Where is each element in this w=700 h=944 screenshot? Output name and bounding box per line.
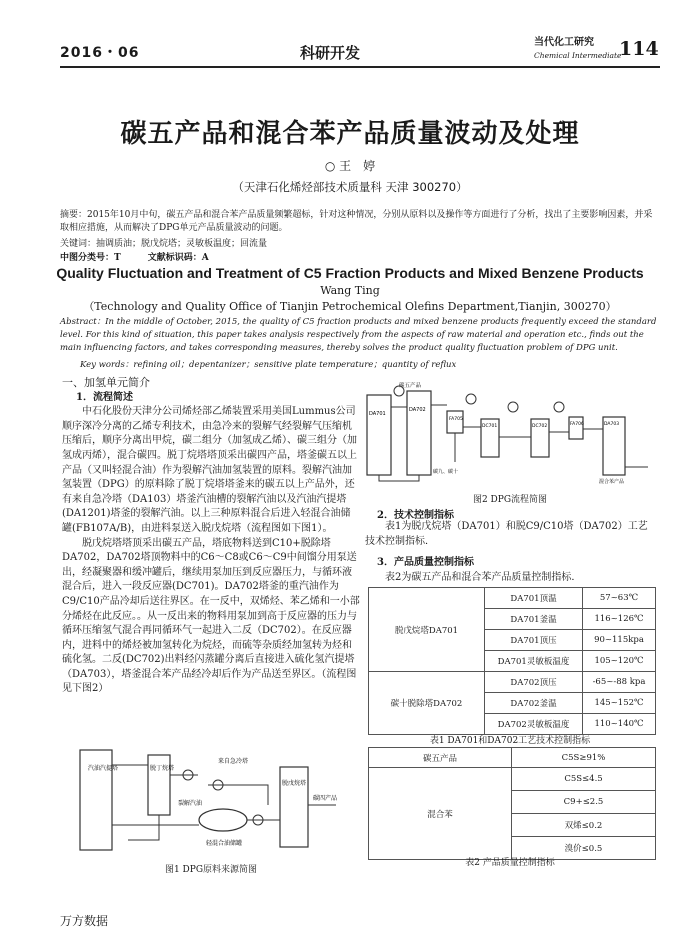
table-cell: C5S≥91%: [512, 748, 656, 768]
figure-1-diagram: [68, 745, 348, 860]
table-cell: DA701釜温: [485, 609, 583, 630]
table-cell: 57~63℃: [583, 588, 656, 609]
article-title: 碳五产品和混合苯产品质量波动及处理: [120, 119, 580, 149]
fig2-bottom-mid: 碳九、碳十: [433, 469, 459, 475]
table-cell: 脱戊烷塔DA701: [369, 588, 485, 672]
left-column: [62, 376, 360, 697]
fig2-da701: [367, 395, 391, 475]
abstract-en: Abstract：In the middle of October, 2015, the quality of C5 fraction products and mixed benzene products frequently exceed the standard level. For this kind of situation, this paper takes analysis respectively from the aspects of raw material and operation etc., finds out the main influencing factors, and takes corresponding measures, thereby solves the product quality fluctuation problem of DPG unit.: [60, 317, 657, 353]
fig2-fa705: [447, 411, 463, 433]
fig1-lbl1: 来自急冷塔: [218, 758, 249, 765]
fig2-da702: [407, 391, 431, 475]
fig2-t4: DC702: [532, 424, 548, 429]
figure-2-diagram: [363, 377, 653, 485]
table-cell: 混合苯: [369, 768, 512, 860]
table-cell: DA701顶温: [485, 588, 583, 609]
fig1-lbl2: 裂解汽油: [178, 800, 203, 807]
author-en: Wang Ting: [320, 284, 380, 297]
paragraph-1: 中石化股份天津分公司烯烃部乙烯装置采用美国Lummus公司顺序深冷分离的乙烯专利技术，由急冷来的裂解气经裂解气压缩机压缩后，顺序分离出甲烷，碳二组分（加氢成乙烯）、碳三组分（加氢成丙烯），混合碳四。脱丁烷塔塔顶采出碳四产品，塔釜碳五以上产品（又叫轻混合油）作为裂解汽油加氢装置的原料。裂解汽油加氢装置（DPG）的原料除了脱丁烷塔塔釜来的碳五以上产品外，还有来自急冷塔（DA103）塔釜汽油槽的裂解汽油以及汽油汽提塔(DA1201)塔釜的裂解汽油。以上三种原料混合后进入轻混合油储罐(FB107A/B)，由进料泵送入脱戊烷塔（流程图如下图1）。: [62, 406, 357, 534]
paragraph-4: 表2为碳五产品和混合苯产品质量控制指标．: [385, 572, 582, 583]
classification: 中图分类号：T 文献标识码：A: [60, 253, 209, 263]
subsection-heading: 1．流程简述: [76, 391, 133, 403]
table-row: [369, 768, 656, 791]
fig1-tank-label: 轻混合油储罐: [206, 840, 243, 847]
table-2: [368, 747, 656, 860]
table-cell: -65~-88 kpa: [583, 672, 656, 693]
table-cell: DA702顶压: [485, 672, 583, 693]
figure-2-caption: 图2 DPG流程简图: [472, 495, 548, 505]
table-cell: DA702灵敏板温度: [485, 714, 583, 735]
fig2-fa1: FA705: [449, 417, 463, 422]
section-heading: 一、加氢单元简介: [62, 376, 150, 389]
subsection-2: 2．技术控制指标: [377, 510, 454, 521]
table-row: [369, 748, 656, 768]
table-cell: 145~152℃: [583, 693, 656, 714]
table-1: [368, 587, 656, 735]
table-cell: 碳十脱除塔DA702: [369, 672, 485, 735]
keywords-cn: 关键词：抽调质油；脱戊烷塔；灵敏板温度；回流量: [60, 239, 268, 249]
fig1-label-b: 脱丁烷塔: [150, 765, 175, 772]
table-cell: 110~140℃: [583, 714, 656, 735]
fig1-lbl3: 碳四产品: [313, 795, 338, 802]
journal-brand-cn: 当代化工研究: [534, 37, 594, 48]
table-row: [369, 672, 656, 693]
footer-publisher: 万方数据: [60, 914, 109, 928]
fig1-column-b: [148, 755, 170, 815]
table-cell: C9+≤2.5: [512, 791, 656, 814]
journal-brand-en: Chemical Intermediate: [534, 51, 622, 60]
column-label: 科研开发: [300, 44, 361, 62]
table-cell: DA702釜温: [485, 693, 583, 714]
table-row: [369, 588, 656, 609]
fig1-tank: [199, 809, 247, 831]
fig2-t2: DA702: [409, 407, 426, 413]
subsection-3: 3．产品质量控制指标: [377, 557, 474, 568]
fig2-fa706: [569, 417, 583, 439]
table-2-caption: 表2 产品质量控制指标: [465, 858, 555, 868]
table-cell: 116~126℃: [583, 609, 656, 630]
table-cell: 溴价≤0.5: [512, 837, 656, 860]
table-1-caption: 表1 DA701和DA702工艺技术控制指标: [429, 736, 591, 746]
fig2-t3: DC701: [482, 424, 498, 429]
article-title-en: Quality Fluctuation and Treatment of C5 Fraction Products and Mixed Benzene Products: [56, 265, 644, 281]
fig2-fa2: FA706: [570, 422, 584, 427]
fig2-t1: DA701: [369, 411, 386, 417]
table-cell: C5S≤4.5: [512, 768, 656, 791]
affiliation: （天津石化烯烃部技术质量科 天津 300270）: [232, 180, 468, 194]
fig2-bottom-right: 混合苯产品: [599, 479, 625, 485]
table-cell: 碳五产品: [369, 748, 512, 768]
paragraph-3: 表1为脱戊烷塔（DA701）和脱C9/C10塔（DA702）工艺技术控制指标．: [365, 521, 648, 547]
figure-1-caption: 图1 DPG原料来源简图: [164, 865, 258, 875]
fig1-label-c: 脱戊烷塔: [282, 780, 307, 787]
page-number: 114: [619, 38, 659, 60]
issue-label: 2016・06: [60, 45, 140, 61]
fig1-column-c: [280, 767, 308, 847]
header-rule: [60, 66, 660, 68]
fig2-top-left: 碳五产品: [399, 383, 422, 389]
table-cell: 105~120℃: [583, 651, 656, 672]
table-cell: DA701顶压: [485, 630, 583, 651]
fig1-label-a: 汽油汽提塔: [88, 765, 119, 772]
author: ○ 王 婷: [324, 159, 376, 173]
table-cell: 双烯≤0.2: [512, 814, 656, 837]
table-cell: 90~115kpa: [583, 630, 656, 651]
fig2-t5: DA703: [604, 422, 620, 427]
table-cell: DA701灵敏板温度: [485, 651, 583, 672]
paragraph-2: 脱戊烷塔塔顶采出碳五产品，塔底物料送到C10+脱除塔DA702，DA702塔顶物料中的C6～C8或C6～C9中间馏分用泵送出，经凝聚器和缓冲罐后，继续用泵加压到反应器压力，与循环液混合后，进入一段反应器(DC701)。DA702塔釜的重汽油作为C9/C10产品冷却后送往界区。在一反中，双烯烃、苯乙烯和一小部分烯烃在此反应。。从一反出来的物料用泵加到高于反应器的压力与循环压缩氢气混合再同循环气一起进入二反（DC702）。在反应器内，进料中的烯烃被加氢转化为烷烃，而硫等杂质经加氢转为烃和硫化氢。二反(DC702)出料经闪蒸罐分离后直接进入硫化氢汽提塔（DA703），塔釜混合苯产品经冷却后作为产品送至界区。（流程图见下图2）: [62, 537, 360, 695]
abstract-cn: 摘要：2015年10月中旬，碳五产品和混合苯产品质量频繁超标，针对这种情况，分别从原料以及操作等方面进行了分析，找出了主要影响因素，并采取相应措施，从而解决了DPG单元产品质量波动的问题。: [60, 210, 653, 233]
keywords-en: Key words：refining oil；depentanizer；sensitive plate temperature；quantity of reflux: [80, 360, 457, 370]
affiliation-en: （Technology and Quality Office of Tianjin Petrochemical Olefins Department,Tianjin, 300270）: [83, 300, 617, 313]
